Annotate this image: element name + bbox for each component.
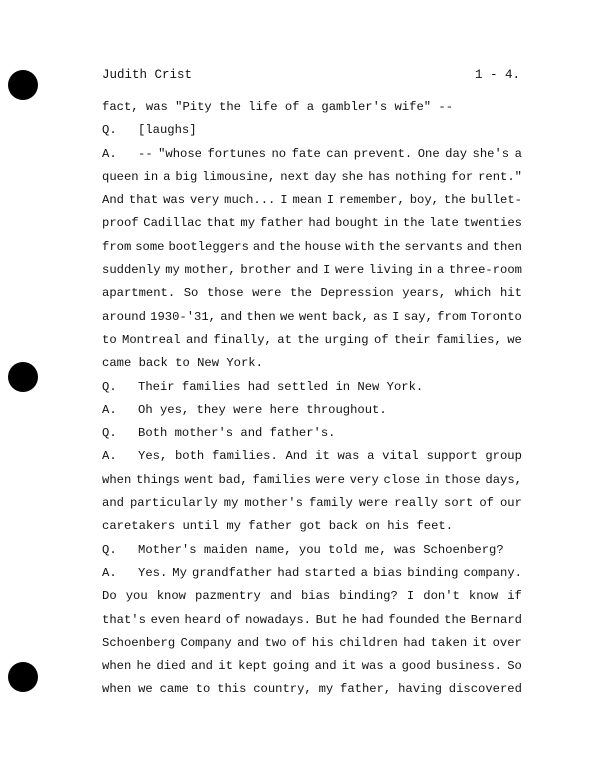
transcript-line: queen in a big limousine, next day she has nothing for rent.": [102, 169, 522, 184]
transcript-line: when things went bad, families were very close in those days,: [102, 472, 522, 487]
transcript-line: caretakers until my father got back on his feet.: [102, 519, 454, 534]
transcript-line: [102, 143, 522, 166]
transcript-line: came back to New York.: [102, 356, 263, 371]
transcript-line: [102, 119, 522, 142]
transcript-line: Schoenberg Company and two of his children had taken it over: [102, 635, 522, 650]
line-text: [laughs]: [138, 123, 197, 138]
transcript-line: suddenly my mother, brother and I were living in a three-room: [102, 263, 522, 278]
binder-hole-top: [8, 70, 38, 100]
transcript-line: to Montreal and finally, at the urging of their families, we: [102, 332, 522, 347]
speaker-label: A.: [102, 402, 117, 417]
line-text: Both mother's and father's.: [138, 426, 336, 441]
line-text: Yes, both families. And it was a vital support group: [138, 449, 522, 464]
speaker-label: A.: [102, 146, 117, 161]
speaker-label: A.: [102, 565, 117, 580]
transcript-line: proof Cadillac that my father had bought in the late twenties: [102, 216, 522, 231]
line-text: Yes. My grandfather had started a bias binding company.: [138, 565, 522, 580]
transcript-line: [102, 376, 522, 399]
line-text: -- "whose fortunes no fate can prevent. One day she's a: [138, 146, 522, 161]
transcript-line: [102, 562, 522, 585]
transcript-line: when he died and it kept going and it was a good business. So: [102, 659, 522, 674]
binder-hole-bottom: [8, 662, 38, 692]
transcript-line: [102, 445, 522, 468]
transcript-line: Do you know pazmentry and bias binding? I don't know if: [102, 589, 522, 604]
transcript-line: when we came to this country, my father, having discovered: [102, 682, 522, 697]
transcript-line: that's even heard of nowadays. But he had founded the Bernard: [102, 612, 522, 627]
transcript-line: And that was very much... I mean I remember, boy, the bullet-: [102, 193, 522, 208]
transcript-line: apartment. So those were the Depression years, which hit: [102, 286, 522, 301]
page-header: [102, 66, 520, 84]
transcript-line: [102, 422, 522, 445]
transcript-line: fact, was "Pity the life of a gambler's wife" --: [102, 100, 454, 114]
transcript-line: from some bootleggers and the house with the servants and then: [102, 239, 522, 254]
transcript-line: [102, 539, 522, 562]
binder-hole-middle: [8, 362, 38, 392]
interviewee-name: Judith Crist: [102, 68, 193, 82]
speaker-label: Q.: [102, 123, 117, 138]
speaker-label: Q.: [102, 426, 117, 441]
speaker-label: Q.: [102, 542, 117, 557]
transcript-line: and particularly my mother's family were really sort of our: [102, 496, 522, 511]
speaker-label: Q.: [102, 379, 117, 394]
line-text: Mother's maiden name, you told me, was Schoenberg?: [138, 542, 504, 557]
transcript-line: [102, 399, 522, 422]
line-text: Their families had settled in New York.: [138, 379, 424, 394]
line-text: Oh yes, they were here throughout.: [138, 402, 387, 417]
page-number: 1 - 4.: [474, 68, 520, 82]
transcript-body: [102, 96, 522, 702]
speaker-label: A.: [102, 449, 117, 464]
transcript-line: around 1930-'31, and then we went back, as I say, from Toronto: [102, 309, 522, 324]
